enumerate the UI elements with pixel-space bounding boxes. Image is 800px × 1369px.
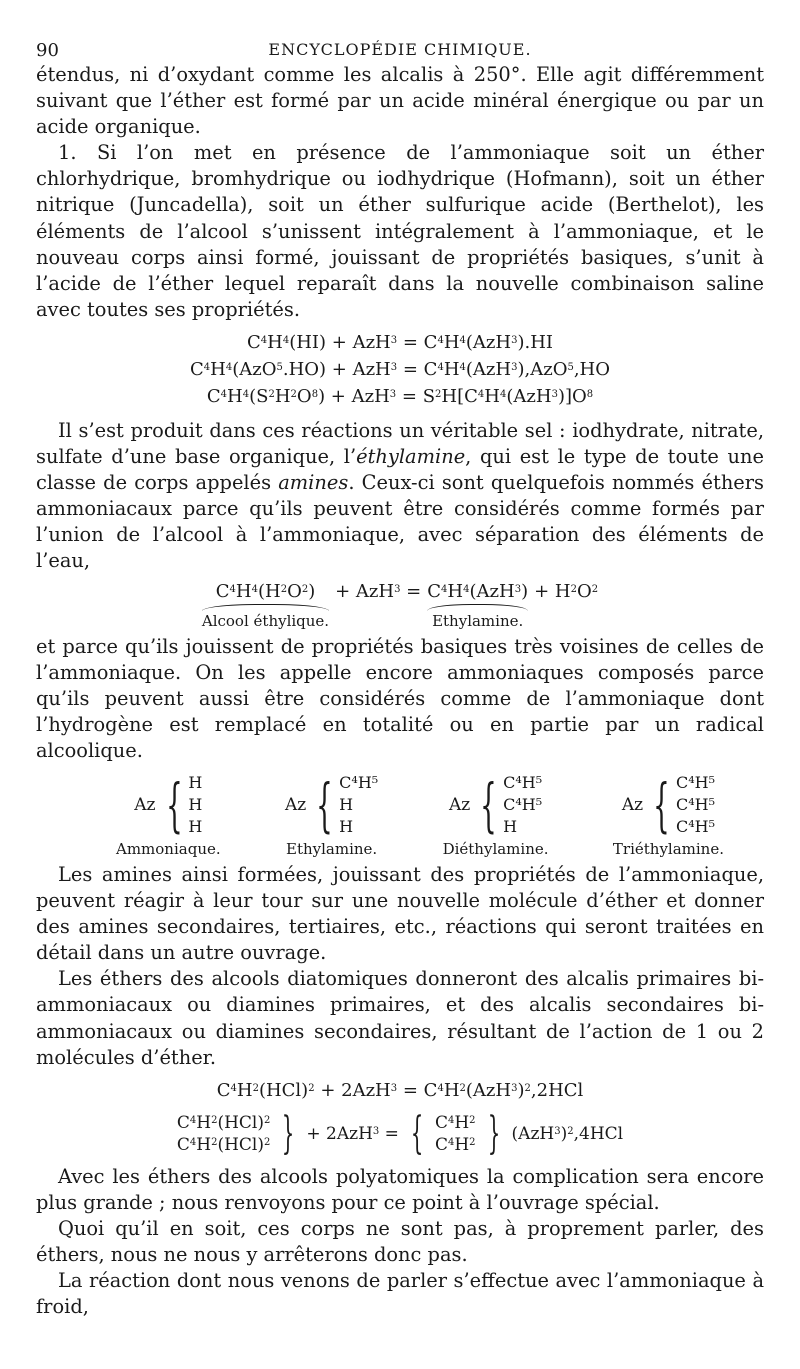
brace-label-right: Ethylamine. [432, 611, 524, 630]
brace-label-left: Alcool éthylique. [201, 611, 330, 630]
substituent: C⁴H⁵ [676, 772, 716, 792]
substituent: H [339, 794, 354, 814]
formula-label: Diéthylamine. [442, 839, 549, 858]
paragraph-1: étendus, ni d’oxydant comme les alcalis à 250°. Elle agit différemment suivant que l’éther est formé par un acide minéral énergique ou par un acide organique. [36, 63, 764, 139]
reactant-group: $C^4H^4(H^2O^2)$ Alcool éthylique. [201, 580, 330, 630]
substituent: H [188, 794, 203, 814]
az-symbol: Az [448, 794, 471, 815]
page [36, 30, 764, 1320]
equation-block-1 [36, 329, 764, 410]
formula-triethylamine [613, 772, 724, 858]
term-amines: amines [278, 471, 349, 495]
formula-label: Triéthylamine. [612, 839, 724, 858]
left-brace: { [316, 770, 334, 839]
substituent: C⁴H⁵ [676, 794, 716, 814]
amine-formulas [36, 772, 764, 858]
left-brace: { [165, 770, 183, 839]
az-symbol: Az [134, 794, 156, 815]
left-brace: { [480, 770, 497, 839]
substituent: H [339, 816, 354, 836]
formula-label: Ethylamine. [286, 839, 378, 858]
substituent: H [188, 772, 203, 792]
paragraph-3-text-c: . Ceux-ci sont quelquefois nommés éthers ammoniacaux parce qu’ils peuvent être considérés comme formés par l’union de l’alcool à l’ammoniaque, avec séparation des éléments de l’eau, [36, 471, 765, 573]
formula-diethylamine [443, 772, 549, 858]
formula-label: Ammoniaque. [116, 839, 221, 858]
substituent: C⁴H⁵ [503, 772, 543, 792]
substituent: C⁴H⁵ [503, 794, 543, 814]
substituent: H [503, 816, 518, 836]
formula-ethylamine [285, 772, 378, 858]
left-brace: { [653, 770, 670, 839]
paragraph-5: Les amines ainsi formées, jouissant des propriétés de l’ammoniaque, peuvent réagir à leur tour sur une nouvelle molécule d’éther et donner des amines secondaires, tertiaires, etc., réactions qui seront traitées en détail dans un autre ouvrage. [36, 862, 764, 965]
equation-diamine-2: $C^4H^2(HCl)^2$ $C^4H^2(HCl)^2$ } + 2AzH$^3$ = { $C^4H^2$ $C^4H^2$ } $(AzH^3)^2,4HCl$ [176, 1107, 624, 1159]
page-number: 90 [36, 40, 59, 61]
page-header [36, 30, 764, 62]
substituent: H [188, 816, 203, 836]
equation-1: $C^4H^4(HI) + AzH^3 = C^4H^4(AzH^3).HI$ [246, 331, 554, 353]
left-brace: { [410, 1107, 424, 1159]
right-brace: } [282, 1107, 295, 1159]
equation-2: $C^4H^4(AzO^5.HO) + AzH^3 = C^4H^4(AzH^3),AzO^5,HO$ [189, 358, 611, 380]
paragraph-2: 1. Si l’on met en présence de l’ammoniaque soit un éther chlorhydrique, bromhydrique ou iodhydrique (Hofmann), soit un éther nitrique (Juncadella), soit un éther sulfurique acide (Berthelot), les éléments de l’alcool s’unissent intégralement à l’ammoniaque, et le nouveau corps ainsi formé, jouissant de propriétés basiques, s’unit à l’acide de l’éther lequel reparaît dans la nouvelle combinaison saline avec toutes ses propriétés. [36, 141, 764, 321]
paragraph-4: et parce qu’ils jouissent de propriétés basiques très voisines de celles de l’ammoniaque. On les appelle encore ammoniaques composés parce qu’ils peuvent aussi être considérés comme de l’ammoniaque dont l’hydrogène est remplacé en totalité ou en partie par un radical alcoolique. [36, 634, 764, 762]
paragraph-6: Les éthers des alcools diatomiques donneront des alcalis primaires bi-ammoniacaux ou diamines primaires, et des alcalis secondaires bi-ammoniacaux ou diamines secondaires, résultant de l’action de 1 ou 2 molécules d’éther. [36, 967, 764, 1069]
substituent: C⁴H⁵ [676, 816, 716, 836]
right-brace: } [487, 1107, 500, 1159]
equation-ethylamine-formation: $C^4H^4(H^2O^2)$ Alcool éthylique. + AzH$^3$ = $C^4H^4(AzH^3)$ Ethylamine. + $H^2O^2$ [201, 580, 599, 630]
paragraph-3-text-a: Il s’est produit dans ces réactions un véritable sel : iodhydrate, nitrate, sulfate d’une base organique, l’ [36, 418, 764, 469]
equation-3: $C^4H^4(S^2H^2O^8) + AzH^3 = S^2H[C^4H^4(AzH^3)]O^8$ [206, 385, 594, 407]
equation-diamine-1: $C^4H^2(HCl)^2 + 2AzH^3 = C^4H^2(AzH^3)^2,2HCl$ [216, 1079, 584, 1101]
product-group: $C^4H^4(AzH^3)$ Ethylamine. [427, 580, 529, 630]
paragraph-7: Avec les éthers des alcools polyatomiques la complication sera encore plus grande ; nous renvoyons pour ce point à l’ouvrage spécial. [36, 1164, 764, 1214]
az-symbol: Az [621, 794, 644, 815]
running-title: ENCYCLOPÉDIE CHIMIQUE. [268, 40, 532, 59]
substituent: C⁴H⁵ [339, 772, 379, 792]
paragraph-8: Quoi qu’il en soit, ces corps ne sont pas, à proprement parler, des éthers, nous ne nous y arrêterons donc pas. [36, 1216, 764, 1266]
paragraph-3 [36, 418, 764, 575]
paragraph-9: La réaction dont nous venons de parler s’effectue avec l’ammoniaque à froid, [36, 1269, 764, 1319]
az-symbol: Az [285, 794, 307, 815]
paragraph-3-text-b: , qui est le type de toute une classe de corps appelés [36, 445, 764, 495]
underbrace-right [427, 604, 528, 611]
formula-ammoniaque [116, 772, 221, 858]
underbrace-left [202, 604, 329, 611]
term-ethylamine: éthylamine [356, 445, 466, 469]
